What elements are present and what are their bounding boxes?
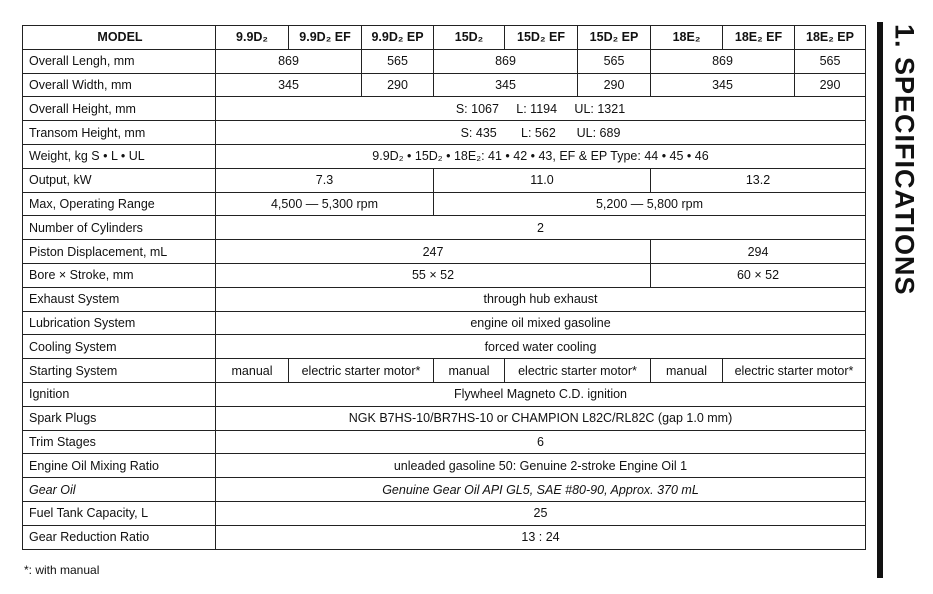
table-row (23, 49, 866, 73)
cell-value: 60 × 52 (651, 263, 866, 287)
cell-value: 13.2 (651, 168, 866, 192)
table-row (23, 406, 866, 430)
model-15d2-ef: 15D₂ EF (505, 26, 578, 50)
table-row (23, 454, 866, 478)
row-label: Spark Plugs (23, 406, 216, 430)
model-15d2: 15D₂ (434, 26, 505, 50)
row-label: Lubrication System (23, 311, 216, 335)
cell-value: forced water cooling (216, 335, 866, 359)
row-label: Overall Height, mm (23, 97, 216, 121)
row-label: Weight, kg S • L • UL (23, 144, 216, 168)
cell-value: manual (216, 359, 289, 383)
table-row (23, 168, 866, 192)
cell-value: 55 × 52 (216, 263, 651, 287)
model-9-9d2-ef: 9.9D₂ EF (289, 26, 362, 50)
cell-value: 9.9D₂ • 15D₂ • 18E₂: 41 • 42 • 43, EF & EP Type: 44 • 45 • 46 (216, 144, 866, 168)
table-header-row (23, 26, 866, 50)
cell-value: 345 (434, 73, 578, 97)
cell-value: Genuine Gear Oil API GL5, SAE #80-90, Approx. 370 mL (216, 478, 866, 502)
cell-value: 25 (216, 501, 866, 525)
model-15d2-ep: 15D₂ EP (578, 26, 651, 50)
model-9-9d2-ep: 9.9D₂ EP (362, 26, 434, 50)
table-row (23, 263, 866, 287)
cell-value: 565 (578, 49, 651, 73)
model-18e2-ep: 18E₂ EP (795, 26, 866, 50)
cell-value: 7.3 (216, 168, 434, 192)
section-title: 1. SPECIFICATIONS (889, 24, 920, 296)
table-row (23, 97, 866, 121)
cell-value: 11.0 (434, 168, 651, 192)
cell-value: 565 (362, 49, 434, 73)
cell-value: Flywheel Magneto C.D. ignition (216, 382, 866, 406)
table-row (23, 240, 866, 264)
cell-value: unleaded gasoline 50: Genuine 2-stroke Engine Oil 1 (216, 454, 866, 478)
table-row (23, 501, 866, 525)
table-row (23, 478, 866, 502)
cell-value: 290 (578, 73, 651, 97)
cell-value: manual (651, 359, 723, 383)
row-label: Bore × Stroke, mm (23, 263, 216, 287)
cell-value: 294 (651, 240, 866, 264)
table-row (23, 359, 866, 383)
table-row (23, 73, 866, 97)
cell-value: 13 : 24 (216, 525, 866, 549)
row-label: Number of Cylinders (23, 216, 216, 240)
cell-value: electric starter motor* (505, 359, 651, 383)
cell-value: 247 (216, 240, 651, 264)
cell-value: S: 1067 L: 1194 UL: 1321 (216, 97, 866, 121)
table-row (23, 192, 866, 216)
row-label: Gear Oil (23, 478, 216, 502)
cell-value: 290 (795, 73, 866, 97)
cell-value: NGK B7HS-10/BR7HS-10 or CHAMPION L82C/RL82C (gap 1.0 mm) (216, 406, 866, 430)
row-label: Max, Operating Range (23, 192, 216, 216)
cell-value: through hub exhaust (216, 287, 866, 311)
cell-value: 5,200 — 5,800 rpm (434, 192, 866, 216)
cell-value: 290 (362, 73, 434, 97)
table-row (23, 216, 866, 240)
cell-value: 345 (216, 73, 362, 97)
specifications-table (22, 25, 866, 550)
model-18e2-ef: 18E₂ EF (723, 26, 795, 50)
cell-value: electric starter motor* (289, 359, 434, 383)
row-label: Output, kW (23, 168, 216, 192)
table-row (23, 121, 866, 145)
cell-value: 345 (651, 73, 795, 97)
row-label: Gear Reduction Ratio (23, 525, 216, 549)
cell-value: engine oil mixed gasoline (216, 311, 866, 335)
row-label: Cooling System (23, 335, 216, 359)
cell-value: 565 (795, 49, 866, 73)
model-header: MODEL (23, 26, 216, 50)
table-row (23, 144, 866, 168)
cell-value: 4,500 — 5,300 rpm (216, 192, 434, 216)
table-row (23, 335, 866, 359)
table-row (23, 382, 866, 406)
cell-value: S: 435 L: 562 UL: 689 (216, 121, 866, 145)
cell-value: electric starter motor* (723, 359, 866, 383)
footnote: *: with manual (24, 563, 100, 577)
row-label: Overall Width, mm (23, 73, 216, 97)
table-row (23, 287, 866, 311)
row-label: Overall Lengh, mm (23, 49, 216, 73)
model-9-9d2: 9.9D₂ (216, 26, 289, 50)
cell-value: 869 (216, 49, 362, 73)
row-label: Piston Displacement, mL (23, 240, 216, 264)
row-label: Trim Stages (23, 430, 216, 454)
row-label: Starting System (23, 359, 216, 383)
row-label: Ignition (23, 382, 216, 406)
table-row (23, 311, 866, 335)
row-label: Fuel Tank Capacity, L (23, 501, 216, 525)
side-bar (877, 22, 883, 578)
cell-value: 2 (216, 216, 866, 240)
table-row (23, 430, 866, 454)
cell-value: 869 (651, 49, 795, 73)
table-row (23, 525, 866, 549)
row-label: Transom Height, mm (23, 121, 216, 145)
model-18e2: 18E₂ (651, 26, 723, 50)
cell-value: 6 (216, 430, 866, 454)
row-label: Engine Oil Mixing Ratio (23, 454, 216, 478)
row-label: Exhaust System (23, 287, 216, 311)
cell-value: manual (434, 359, 505, 383)
cell-value: 869 (434, 49, 578, 73)
